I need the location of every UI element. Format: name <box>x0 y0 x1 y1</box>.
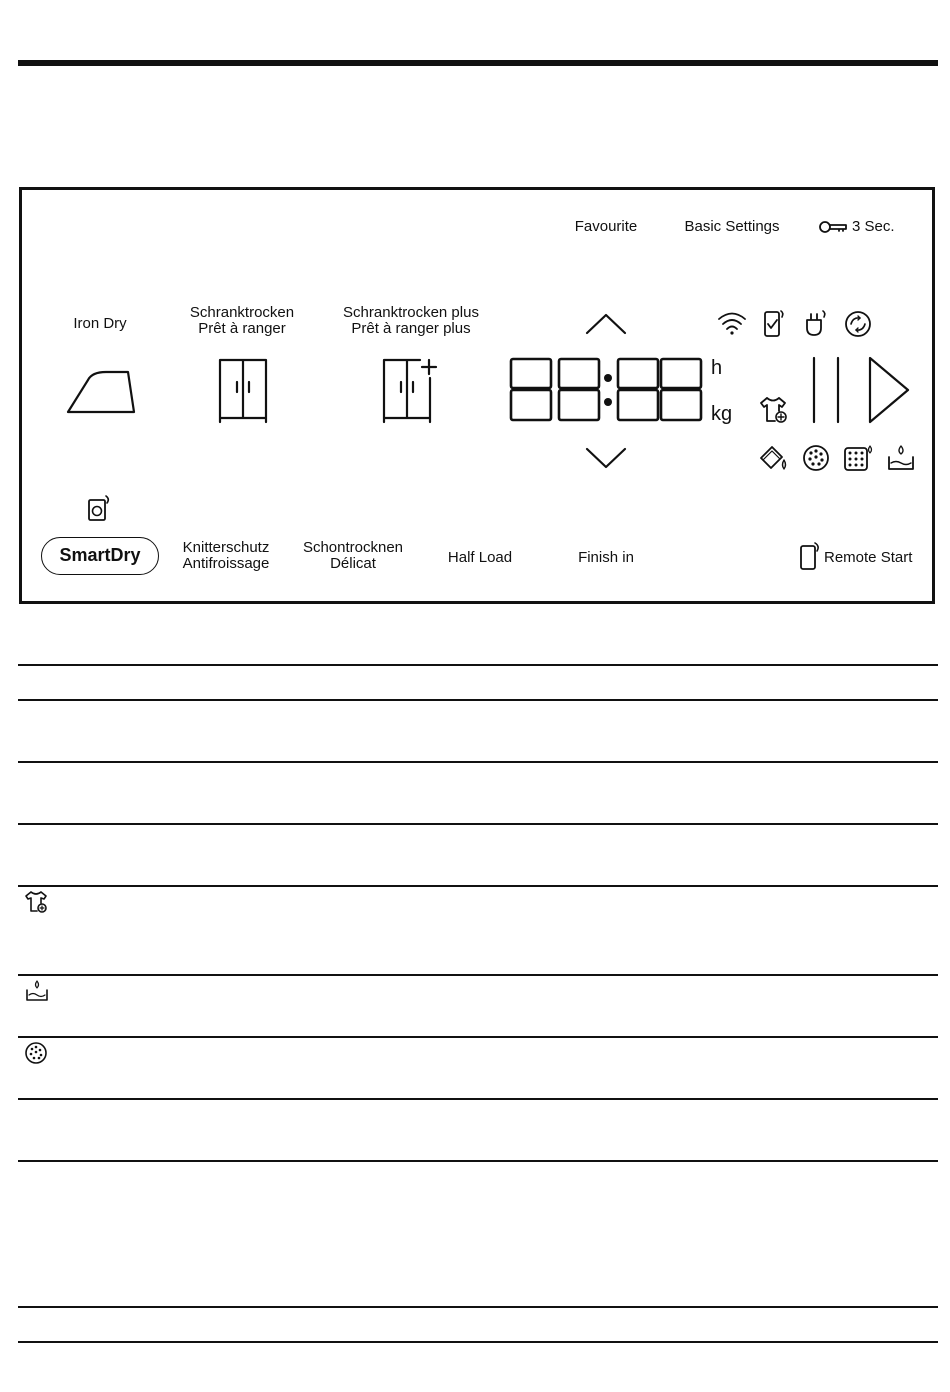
key-icon <box>818 220 848 234</box>
row-water-tank-icon <box>24 979 50 1003</box>
table-rule <box>18 1036 938 1038</box>
table-rule <box>18 823 938 825</box>
table-rule <box>18 1306 938 1308</box>
unit-kg-label: kg <box>711 403 733 425</box>
half-load-button[interactable]: Half Load <box>447 549 513 566</box>
program-label-schranktrocken-plus: Schranktrocken plus Prêt à ranger plus <box>343 304 479 337</box>
filter-icon <box>801 443 831 473</box>
remote-start-button[interactable]: Remote Start <box>824 549 913 566</box>
remote-start-icon <box>798 541 822 571</box>
program-label-iron-dry: Iron Dry <box>73 315 127 332</box>
shirt-plus-icon <box>759 395 789 425</box>
table-rule <box>18 974 938 976</box>
start-icon[interactable] <box>866 356 912 424</box>
condenser-icon <box>758 444 790 472</box>
dryer-remote-icon <box>86 494 112 522</box>
table-rule <box>18 1098 938 1100</box>
cycle-icon <box>843 309 873 339</box>
favourite-button[interactable]: Favourite <box>574 218 638 235</box>
knitterschutz-button[interactable]: Knitterschutz Antifroissage <box>182 539 270 572</box>
wardrobe-icon[interactable] <box>216 358 270 424</box>
finish-in-button[interactable]: Finish in <box>578 549 634 566</box>
row-filter-icon <box>24 1041 50 1065</box>
fluff-filter-icon <box>843 444 873 472</box>
table-rule <box>18 664 938 666</box>
top-divider <box>18 60 938 66</box>
program-label-schranktrocken: Schranktrocken Prêt à ranger <box>189 304 295 337</box>
schontrocknen-button[interactable]: Schontrocknen Délicat <box>302 539 404 572</box>
unit-hours-label: h <box>711 357 723 379</box>
chevron-down-icon[interactable] <box>584 446 628 470</box>
basic-settings-button[interactable]: Basic Settings <box>684 218 780 235</box>
wifi-icon <box>717 310 747 336</box>
table-rule <box>18 761 938 763</box>
table-rule <box>18 1341 938 1343</box>
table-rule <box>18 699 938 701</box>
lock-duration-label: 3 Sec. <box>852 218 895 235</box>
table-rule <box>18 885 938 887</box>
phone-check-icon <box>762 308 786 338</box>
chevron-up-icon[interactable] <box>584 312 628 336</box>
plug-icon <box>803 308 829 338</box>
wardrobe-plus-icon[interactable] <box>380 356 442 424</box>
water-tank-icon <box>886 443 916 473</box>
iron-icon[interactable] <box>66 366 136 414</box>
pause-icon[interactable] <box>808 356 844 424</box>
seven-segment-display <box>508 356 704 424</box>
smartdry-button[interactable]: SmartDry <box>41 537 159 575</box>
table-rule <box>18 1160 938 1162</box>
row-shirt-plus-icon <box>24 890 50 914</box>
